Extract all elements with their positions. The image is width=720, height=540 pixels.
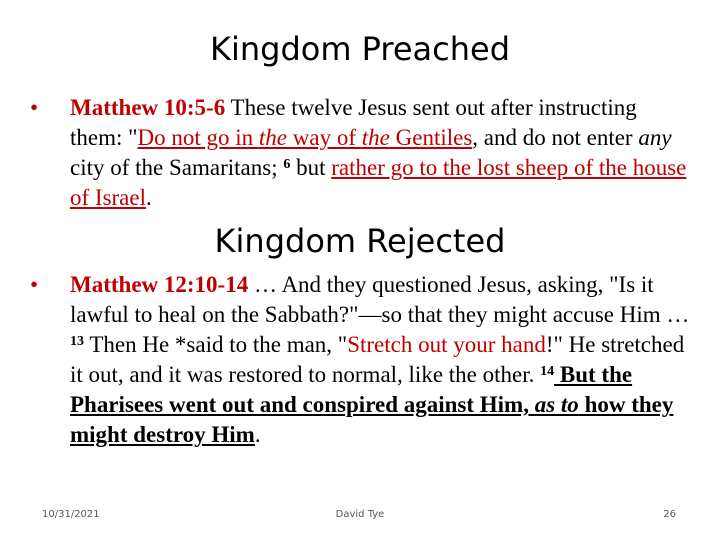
verse-text: … And they questioned Jesus, asking, "Is it lawful to heal on the Sabbath?"—so that they might accuse Him … [70,272,690,327]
footer-date: 10/31/2021 [42,509,100,520]
quote-highlight: Do not go in the way of the Gentiles [137,125,473,150]
bullet-marker: • [30,95,39,120]
slide-title-preached: Kingdom Preached [209,30,511,68]
scripture-reference: Matthew 12:10-14 [70,272,249,297]
verse-text: . [254,422,261,447]
footer-page-number: 26 [663,509,676,520]
verse-text: . [146,185,152,210]
verse-number: 14 [540,364,555,379]
verse-text: but [290,155,332,180]
verse-text: Then He *said to the man, " [84,332,348,357]
verse-text: city of the Samaritans; [70,155,284,180]
verse-text: !" He stretched it out, and it was restored to normal, like the other. [70,332,685,387]
bullet-marker: • [30,272,39,297]
bullet-matthew-10 [30,93,690,213]
scripture-reference: Matthew 10:5-6 [70,95,226,120]
slide-title-rejected: Kingdom Rejected [214,222,506,260]
verse-text: , and do not enter [472,125,639,150]
footer-author: David Tye [335,509,385,520]
verse-number: 6 [283,157,291,172]
verse-text-italic: any [638,125,672,150]
emphasis-text: But the Pharisees went out and conspired against Him, as to how they might destroy Him [70,362,674,447]
verse-text: These twelve Jesus sent out after instructing them: " [70,95,637,150]
verse-number: 13 [70,334,84,349]
quote-highlight: Stretch out your hand [347,332,546,357]
bullet-matthew-12 [30,270,690,450]
quote-highlight: rather go to the lost sheep of the house of Israel [70,155,687,210]
